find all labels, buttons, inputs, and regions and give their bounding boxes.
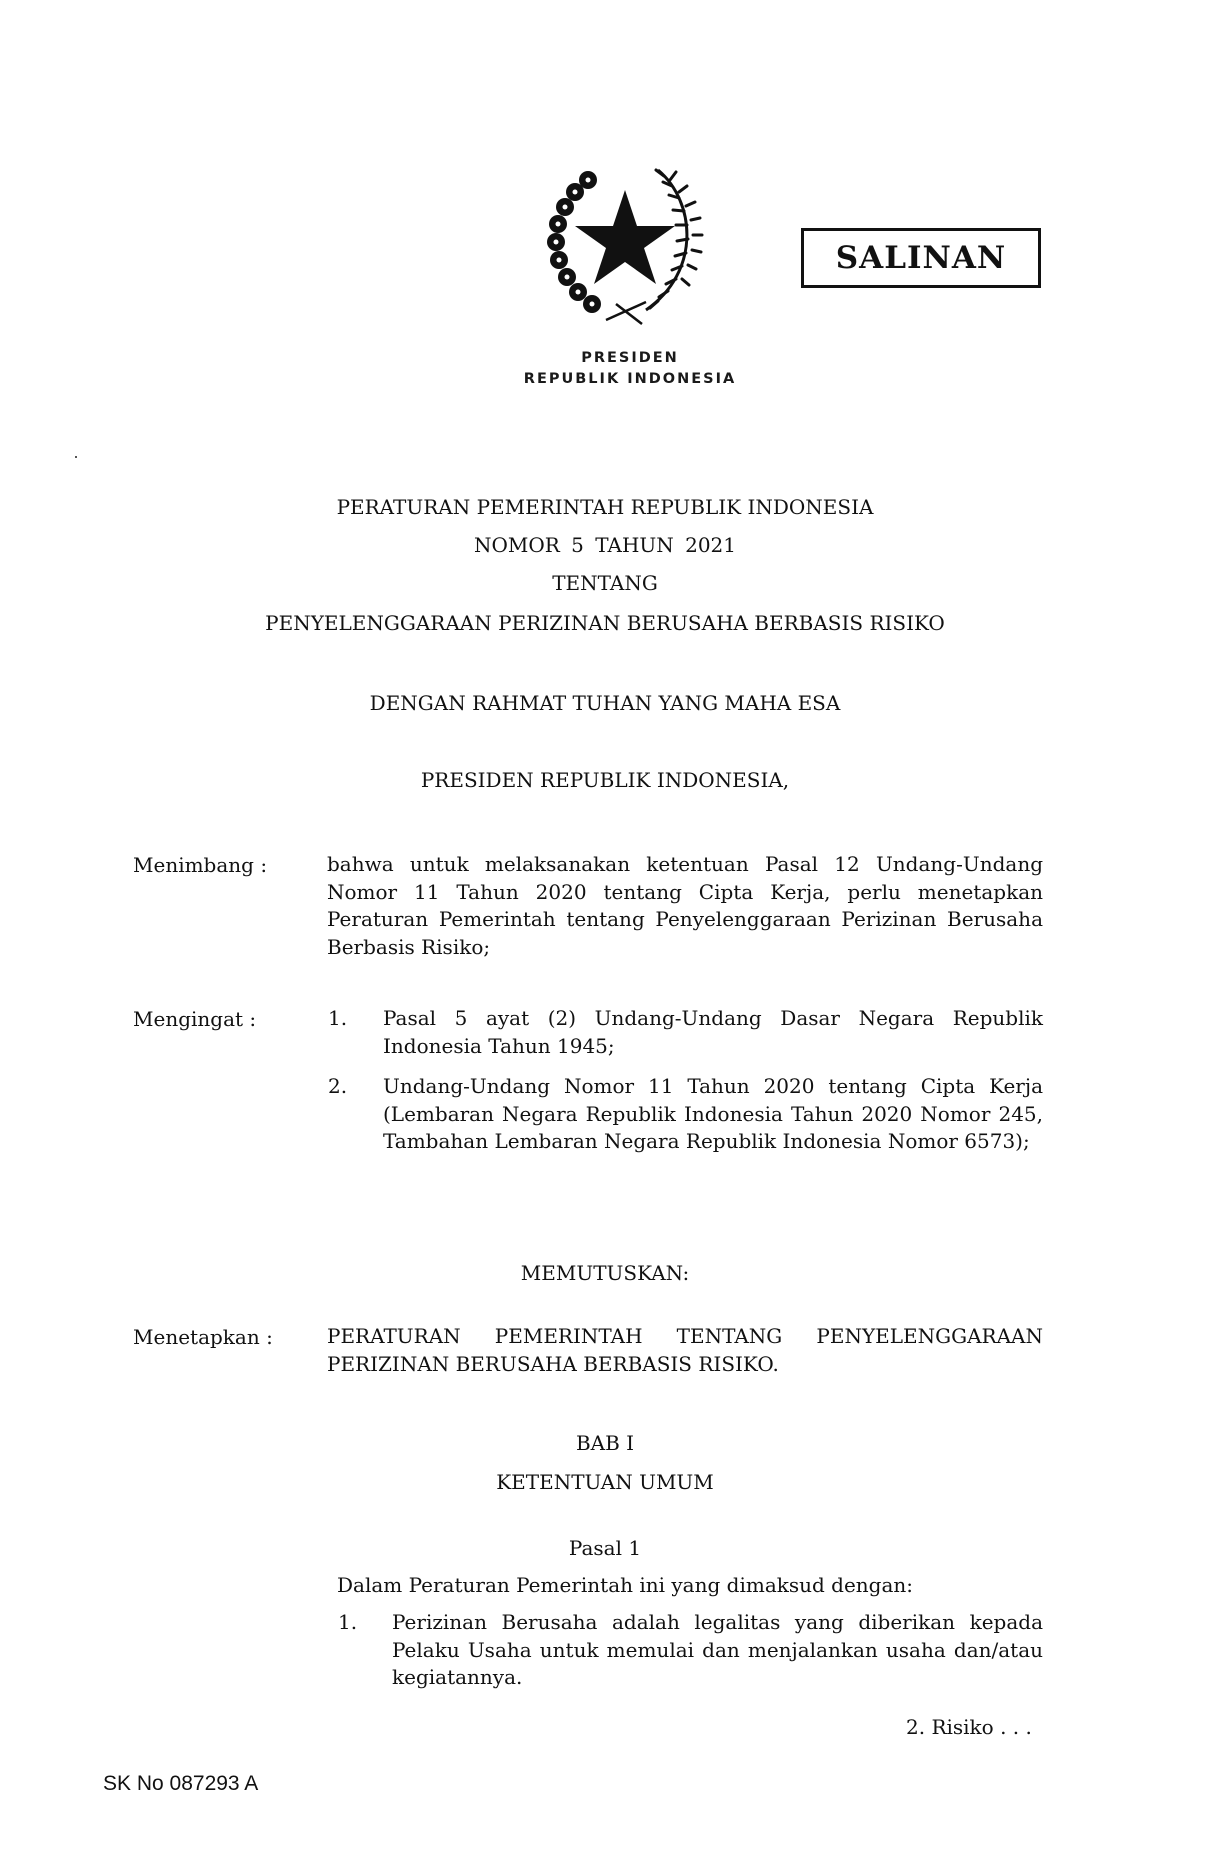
invocation: DENGAN RAHMAT TUHAN YANG MAHA ESA [369, 691, 841, 715]
regulation-number: NOMOR 5 TAHUN 2021 [473, 533, 736, 557]
salinan-stamp: SALINAN [801, 228, 1041, 288]
menimbang-text: bahwa untuk melaksanakan ketentuan Pasal 12 Undang-Undang Nomor 11 Tahun 2020 tentang Cipta Kerja, perlu menetapkan Peraturan Pemerintah tentang Penyelenggaraan Perizinan Berusaha Berbasis Risiko; [327, 852, 1043, 959]
article-heading: Pasal 1 [568, 1536, 642, 1560]
letterhead-republik: REPUBLIK INDONESIA [523, 371, 737, 387]
mengingat-item-1-text: Pasal 5 ayat (2) Undang-Undang Dasar Negara Republik Indonesia Tahun 1945; [383, 1006, 1043, 1058]
mengingat-item-2-number: 2. [328, 1074, 348, 1098]
chapter-title: KETENTUAN UMUM [496, 1470, 714, 1494]
presidential-emblem-icon [546, 162, 706, 327]
menetapkan-label: Menetapkan : [133, 1325, 273, 1349]
menimbang-label: Menimbang : [133, 853, 268, 877]
regulation-subject: PENYELENGGARAAN PERIZINAN BERUSAHA BERBASIS RISIKO [265, 611, 945, 635]
regulation-tentang: TENTANG [552, 571, 658, 595]
authority: PRESIDEN REPUBLIK INDONESIA, [420, 768, 790, 792]
document-serial-code: SK No 087293 A [103, 1772, 259, 1795]
mengingat-label: Mengingat : [133, 1007, 257, 1031]
regulation-title: PERATURAN PEMERINTAH REPUBLIK INDONESIA [336, 495, 874, 519]
article-intro: Dalam Peraturan Pemerintah ini yang dimaksud dengan: [337, 1573, 914, 1597]
letterhead-presiden: PRESIDEN [581, 350, 679, 366]
mengingat-item-2-text: Undang-Undang Nomor 11 Tahun 2020 tentang Cipta Kerja (Lembaran Negara Republik Indonesia Tahun 2020 Nomor 245, Tambahan Lembaran Negara Republik Indonesia Nomor 6573); [383, 1074, 1043, 1153]
continuation-reference: 2. Risiko . . . [906, 1715, 1032, 1739]
memutuskan-heading: MEMUTUSKAN: [520, 1261, 690, 1285]
mengingat-item-1-number: 1. [328, 1006, 348, 1030]
scan-speck [75, 456, 77, 458]
menetapkan-text: PERATURAN PEMERINTAH TENTANG PENYELENGGARAAN PERIZINAN BERUSAHA BERBASIS RISIKO. [327, 1324, 1043, 1376]
chapter-number: BAB I [575, 1431, 635, 1455]
article-item-1-text: Perizinan Berusaha adalah legalitas yang diberikan kepada Pelaku Usaha untuk memulai dan menjalankan usaha dan/atau kegiatannya. [392, 1610, 1043, 1689]
article-item-1-number: 1. [338, 1610, 358, 1634]
